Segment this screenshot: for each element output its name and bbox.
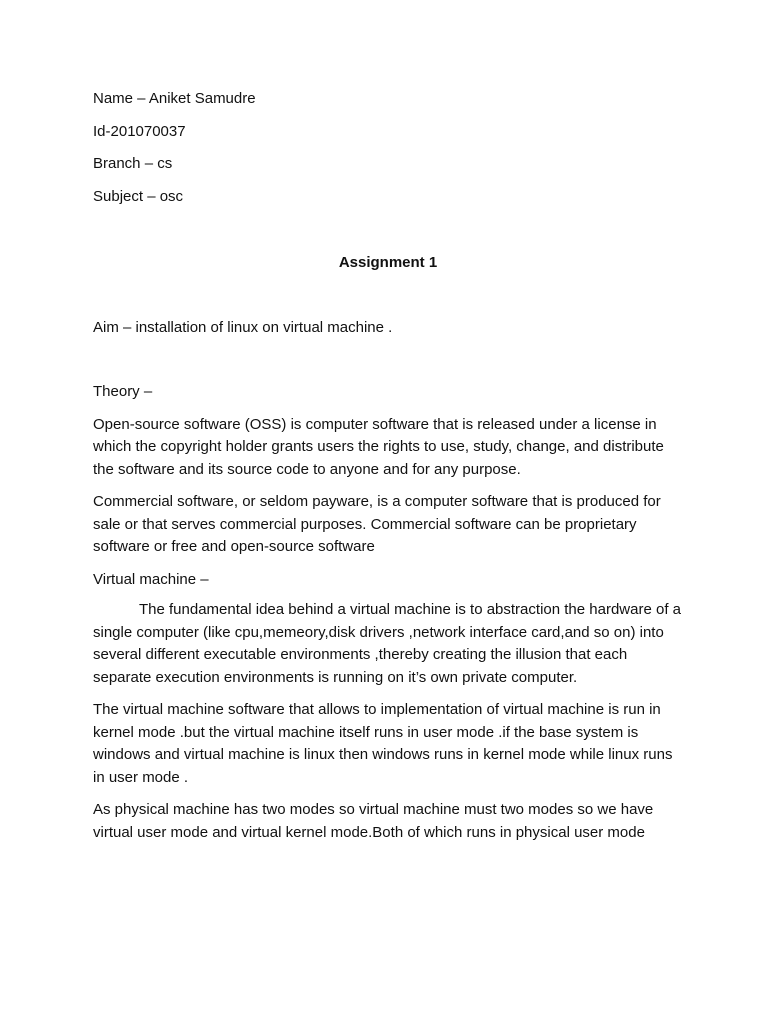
oss-paragraph: Open-source software (OSS) is computer software that is released under a license in which the copyright holder grants users the rights to use, study, change, and distribute the software and its source code to anyone and for any purpose. (93, 415, 664, 478)
theory-heading: Theory – (93, 383, 153, 400)
assignment-title: Assignment 1 (338, 254, 438, 271)
document-body (93, 88, 683, 844)
branch: Branch – cs (93, 155, 173, 172)
student-id: Id-201070037 (93, 122, 186, 140)
student-name: Name – Aniket Samudre (93, 90, 256, 107)
vm-physical-modes-paragraph: As physical machine has two modes so virtual machine must two modes so we have virtual user mode and virtual kernel mode.Both of which runs in physical user mode (93, 801, 654, 841)
vm-idea-paragraph: The fundamental idea behind a virtual machine is to abstraction the hardware of a single computer (like cpu,memeory,disk drivers ,network interface card,and so on) into several different executable environments ,thereby creating the illusion that each separate execution environments is running on it’s own private computer. (93, 601, 681, 686)
subject: Subject – osc (93, 187, 184, 205)
virtual-machine-heading: Virtual machine – (93, 570, 209, 588)
vm-modes-paragraph: The virtual machine software that allows to implementation of virtual machine is run in kernel mode .but the virtual machine itself runs in user mode .if the base system is windows and virtual machine is linux then windows runs in kernel mode while linux runs in user mode . (93, 701, 673, 786)
commercial-software-paragraph: Commercial software, or seldom payware, is a computer software that is produced for sale or that serves commercial purposes. Commercial software can be proprietary software or free and open-source software (93, 493, 661, 555)
aim-line: Aim – installation of linux on virtual machine . (93, 318, 393, 336)
